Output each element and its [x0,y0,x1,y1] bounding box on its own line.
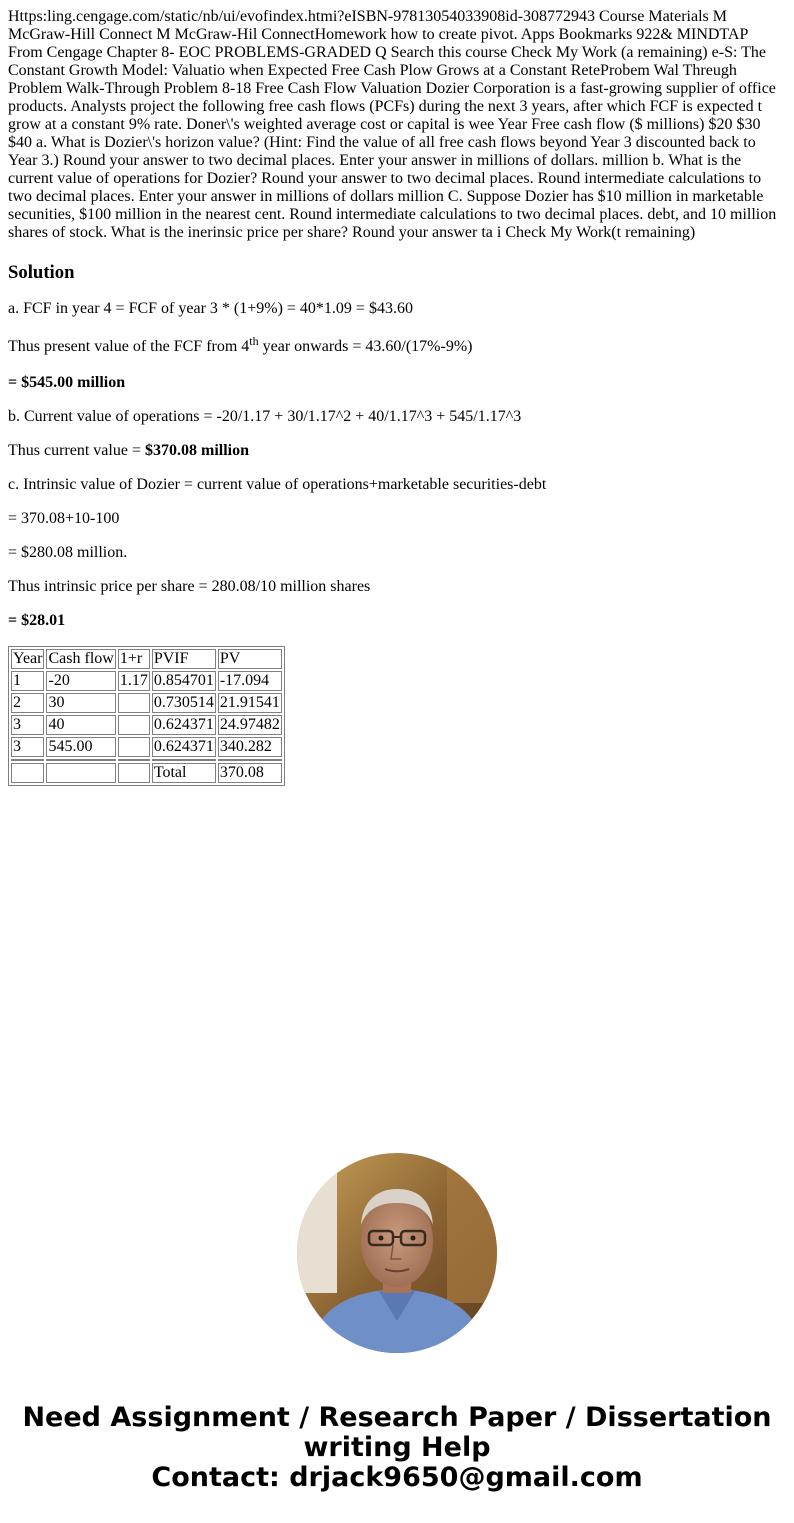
horizon-value: $545.00 million [21,374,126,391]
horizon-prefix: = [8,374,22,391]
table-row [11,737,282,757]
price-prefix: = [8,612,22,629]
pv-line-superscript: th [249,334,259,348]
solution-pv-line [8,334,473,356]
help-banner [0,1403,794,1493]
table-cell [11,763,44,783]
header-rate: 1+r [118,649,150,669]
table-cell: 0.624371 [153,738,214,755]
table-row [11,715,282,735]
table-cell: -20 [46,671,115,691]
table-cell: 340.282 [218,737,282,757]
current-value-line [8,442,249,460]
table-row [11,671,282,691]
table-cell: 1.17 [119,672,148,689]
table-separator-row [11,759,282,761]
total-label: Total [152,763,216,783]
separator-cell [218,759,282,761]
table-cell [118,737,150,757]
table-cell [118,763,150,783]
table-header-row [11,649,282,669]
pv-line-suffix: year onwards = 43.60/(17%-9%) [258,338,473,355]
separator-cell [118,759,150,761]
per-share-line: Thus intrinsic price per share = 280.08/10 million shares [8,578,371,595]
table-total-row [11,763,282,783]
total-value: 370.08 [218,763,282,783]
solution-heading: Solution [8,262,75,283]
header-year: Year [13,650,43,667]
table-cell [46,763,115,783]
solution-c-calc: = 370.08+10-100 [8,510,120,527]
table-cell: 30 [46,693,115,713]
question-text: Https:ling.cengage.com/static/nb/ui/evofindex.htmi?eISBN-97813054033908id-308772943 Course Materials M McGraw-Hill Connect M McGraw-Hil ConnectHomework how to create pivot. Apps Bookmarks 922& MINDTAP From Cengage Chapter 8- EOC PROBLEMS-GRADED Q Search this course Check My Work (a remaining) e-S: The Constant Growth Model: Valuatio when Expected Free Cash Plow Grows at a Constant ReteProbem Wal Threugh Problem Walk-Through Problem 8-18 Free Cash Flow Valuation Dozier Corporation is a fast-growing supplier of office products. Analysts project the following free cash flows (PCFs) during the next 3 years, after which FCF is expected t grow at a constant 9% rate. Doner\'s weighted average cost or capital is wee Year Free cash flow ($ millions) $20 $30 $40 a. What is Dozier\'s horizon value? (Hint: Find the value of all free cash flows beyond Year 3 discounted back to Year 3.) Round your answer to two decimal places. Enter your answer in millions of dollars. million b. What is the current value of operations for Dozier? Round your answer to two decimal places. Round intermediate calculations to two decimal places. Enter your answer in millions of dollars million C. Suppose Dozier has $10 million in marketable secunities, $100 million in the nearest cent. Round intermediate calculations to two decimal places. debt, and 10 million shares of stock. What is the inerinsic price per share? Round your answer ta i Check My Work(t remaining) [8,8,777,241]
table-row [11,693,282,713]
separator-cell [46,759,115,761]
separator-cell [152,759,216,761]
pv-line-prefix: Thus present value of the FCF from 4 [8,338,250,355]
author-avatar [297,1153,497,1353]
current-value: $370.08 million [144,442,249,459]
banner-line-2: writing Help [303,1432,491,1463]
table-cell: 2 [11,693,44,713]
horizon-value-line [8,374,125,392]
table-cell [118,693,150,713]
table-cell: 0.730514 [153,694,214,711]
price-value: $28.01 [21,612,66,629]
solution-b-line: b. Current value of operations = -20/1.17 + 30/1.17^2 + 40/1.17^3 + 545/1.17^3 [8,408,522,425]
pv-table [8,646,285,786]
author-photo [297,1153,497,1353]
current-value-prefix: Thus current value = [8,442,145,459]
header-pvif: PVIF [152,649,216,669]
table-cell: -17.094 [218,671,282,691]
solution-a-line: a. FCF in year 4 = FCF of year 3 * (1+9%) = 40*1.09 = $43.60 [8,300,413,317]
table-cell: 24.97482 [219,716,280,733]
table-cell [118,715,150,735]
banner-contact: Contact: drjack9650@gmail.com [151,1462,643,1493]
table-cell: 0.854701 [153,672,214,689]
table-cell: 545.00 [46,737,115,757]
header-cash-flow: Cash flow [48,650,114,667]
table-cell: 21.91541 [219,694,280,711]
table-cell: 3 [11,715,44,735]
price-line [8,612,65,630]
separator-cell [11,759,44,761]
table-cell: 1 [11,671,44,691]
table-cell: 3 [11,737,44,757]
banner-line-1: Need Assignment / Research Paper / Dissertation [22,1402,772,1433]
header-pv: PV [218,649,282,669]
solution-c-result: = $280.08 million. [8,544,128,561]
solution-c-line: c. Intrinsic value of Dozier = current value of operations+marketable securities-debt [8,476,547,493]
table-cell: 0.624371 [153,716,214,733]
table-cell: 40 [46,715,115,735]
